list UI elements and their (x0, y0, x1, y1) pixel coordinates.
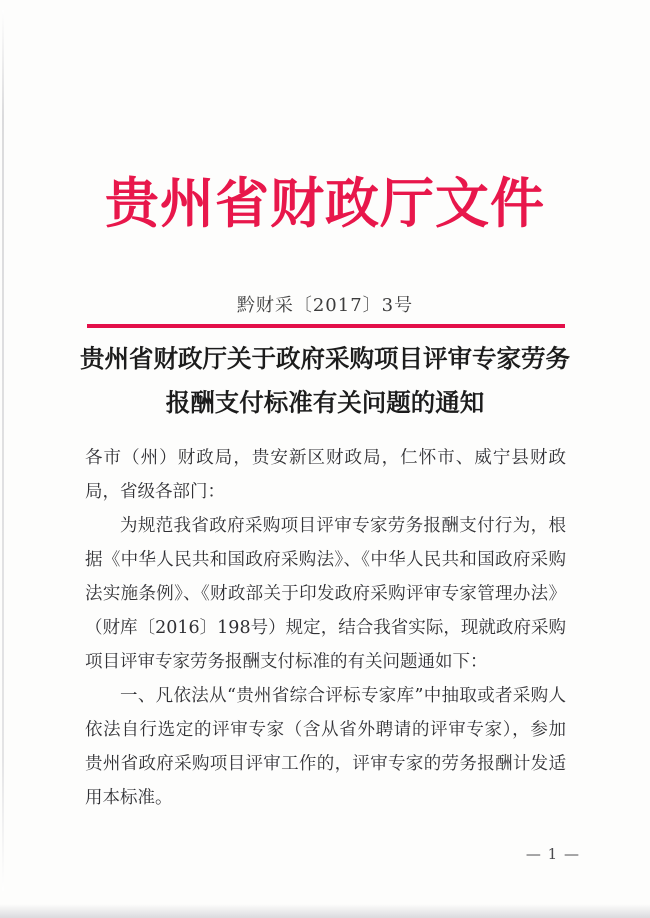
document-body (85, 441, 566, 815)
page-number: — 1 — (525, 845, 580, 863)
paragraph-item-one: 一、凡依法从“贵州省综合评标专家库”中抽取或者采购人依法自行选定的评审专家（含从省外聘请的评审专家），参加贵州省政府采购项目评审工作的，评审专家的劳务报酬计发适用本标准。 (85, 686, 566, 808)
notice-title-line2: 报酬支付标准有关问题的通知 (165, 388, 485, 417)
salutation: 各市（州）财政局，贵安新区财政局，仁怀市、威宁县财政局，省级各部门： (85, 448, 566, 502)
scan-left-edge-artifact (2, 10, 4, 891)
letterhead-title: 贵州省财政厅文件 (105, 171, 545, 235)
scan-bottom-edge-artifact (0, 904, 650, 918)
document-number: 黔财采〔2017〕3号 (236, 295, 414, 316)
notice-title (0, 337, 650, 425)
notice-title-line1: 贵州省财政厅关于政府采购项目评审专家劳务 (80, 344, 570, 373)
red-divider-line (87, 324, 565, 328)
paragraph-basis: 为规范我省政府采购项目评审专家劳务报酬支付行为，根据《中华人民共和国政府采购法》、《中华人民共和国政府采购法实施条例》、《财政部关于印发政府采购评审专家管理办法》（财库〔2016〕198号）规定，结合我省实际，现就政府采购项目评审专家劳务报酬支付标准的有关问题通如下： (85, 516, 566, 672)
